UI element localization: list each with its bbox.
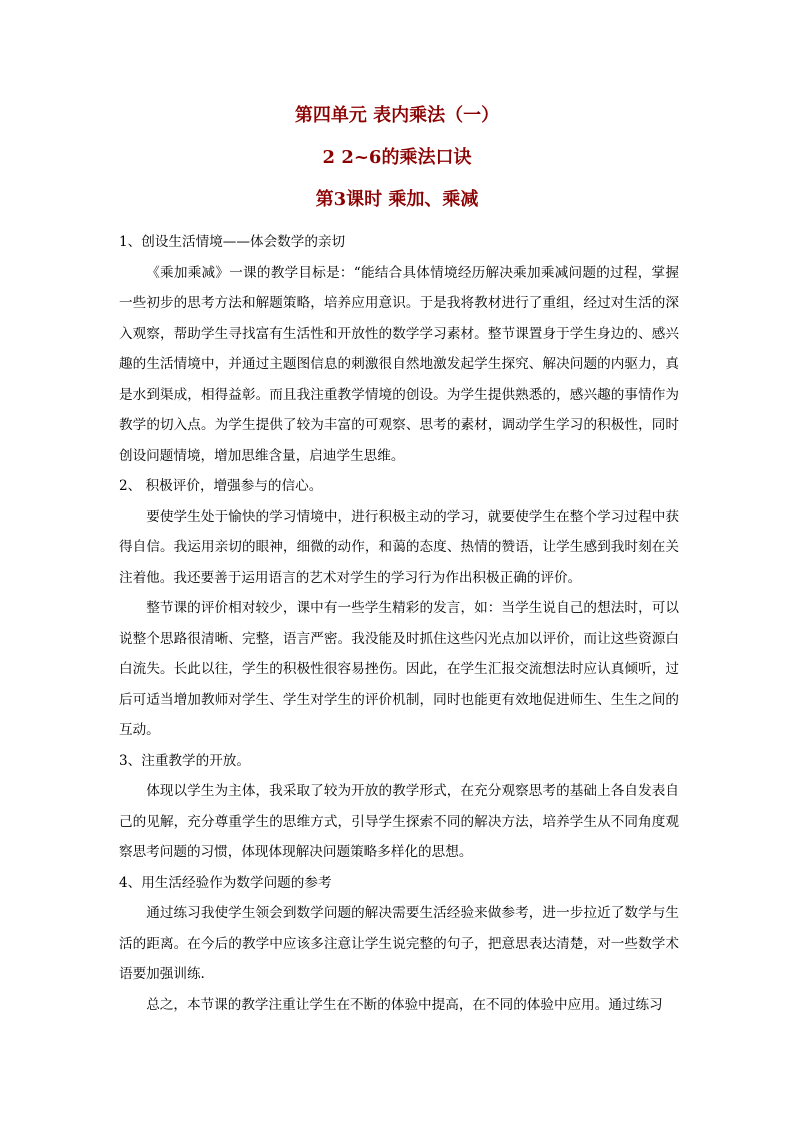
paragraph-2-1: 要使学生处于愉快的学习情境中，进行积极主动的学习，就要使学生在整个学习过程中获得自信。我运用亲切的眼神，细微的动作，和蔼的态度、热情的赞语，让学生感到我时刻在关注着他。我还要善于运用语言的艺术对学生的学习行为作出积极正确的评价。 (119, 508, 679, 586)
unit-title: 第四单元 表内乘法（一） (294, 105, 500, 126)
lesson-title: 第3课时 乘加、乘减 (315, 189, 479, 210)
section-title: 2 2~6的乘法口诀 (322, 147, 472, 168)
document-body (119, 227, 679, 1020)
paragraph-1-1: 《乘加乘减》一课的教学目标是：“能结合具体情境经历解决乘加乘减问题的过程，掌握一些初步的思考方法和解题策略，培养应用意识。于是我将教材进行了重组，经过对生活的深入观察，帮助学生寻找富有生活性和开放性的数学学习素材。整节课置身于学生身边的、感兴趣的生活情境中，并通过主题图信息的刺激很自然地激发起学生探究、解决问题的内驱力，真是水到渠成，相得益彰。而且我注重教学情境的创设。为学生提供熟悉的，感兴趣的事情作为教学的切入点。为学生提供了较为丰富的可观察、思考的素材，调动学生学习的积极性，同时创设问题情境，增加思维含量，启迪学生思维。 (119, 264, 679, 464)
paragraph-2-2: 整节课的评价相对较少，课中有一些学生精彩的发言，如：当学生说自己的想法时，可以说整个思路很清晰、完整，语言严密。我没能及时抓住这些闪光点加以评价，而让这些资源白白流失。长此以往，学生的积极性很容易挫伤。因此，在学生汇报交流想法时应认真倾听，过后可适当增加教师对学生、学生对学生的评价机制，同时也能更有效地促进师生、生生之间的互动。 (119, 600, 679, 738)
section-heading-4: 4、用生活经验作为数学问题的参考 (119, 874, 332, 891)
section-heading-3: 3、注重教学的开放。 (119, 752, 250, 769)
paragraph-4-2: 总之，本节课的教学注重让学生在不断的体验中提高，在不同的体验中应用。通过练习 (146, 996, 663, 1013)
section-heading-1: 1、创设生活情境——体会数学的亲切 (119, 234, 346, 250)
section-heading-2: 2、 积极评价，增强参与的信心。 (119, 478, 323, 494)
paragraph-3-1: 体现以学生为主体，我采取了较为开放的教学形式，在充分观察思考的基础上各自发表自己的见解，充分尊重学生的思维方式，引导学生探索不同的解决方法，培养学生从不同角度观察思考问题的习惯，体现体现解决问题策略多样化的思想。 (119, 783, 679, 860)
paragraph-4-1: 通过练习我使学生领会到数学问题的解决需要生活经验来做参考，进一步拉近了数学与生活的距离。在今后的教学中应该多注意让学生说完整的句子，把意思表达清楚，对一些数学术语要加强训练. (119, 905, 679, 982)
